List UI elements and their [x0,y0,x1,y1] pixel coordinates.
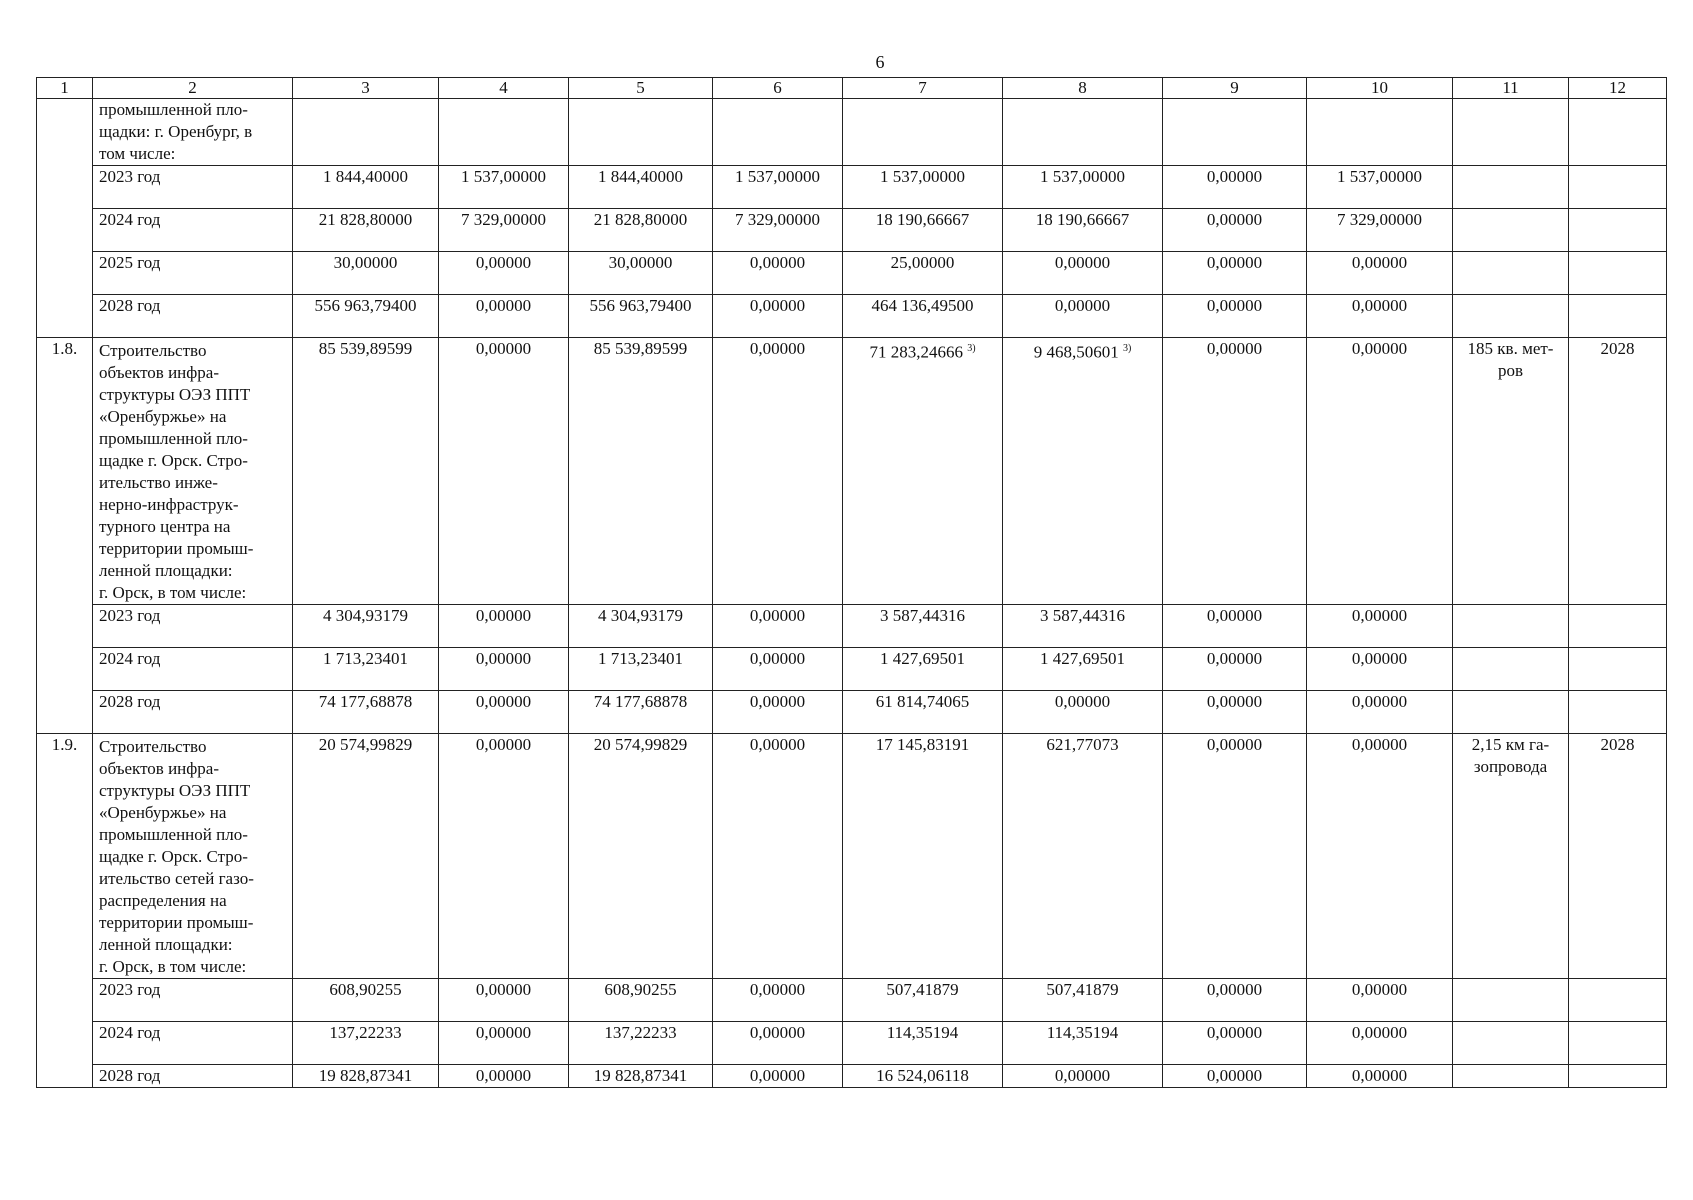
value-cell: 0,00000 [1307,605,1453,648]
value-cell: 464 136,49500 [843,295,1003,338]
value-cell: 0,00000 [439,605,569,648]
value-cell [1163,338,1307,605]
value-cell [713,734,843,979]
header-cell: 7 [843,78,1003,99]
item-number: 1.8. [37,338,93,734]
year-label: 2028 год [93,1065,293,1088]
value-cell: 0,00000 [1003,691,1163,734]
value-cell: 1 537,00000 [843,166,1003,209]
header-cell: 3 [293,78,439,99]
table-body [37,78,1667,1088]
value-text: 0,00000 [1206,339,1263,358]
value-cell [1003,734,1163,979]
year-label: 2023 год [93,166,293,209]
value-cell: 0,00000 [439,979,569,1022]
value-cell: 3 587,44316 [1003,605,1163,648]
value-cell: 137,22233 [293,1022,439,1065]
header-cell: 2 [93,78,293,99]
value-cell: 0,00000 [1003,1065,1163,1088]
value-cell: 4 304,93179 [293,605,439,648]
year-row [37,691,1667,734]
value-cell [569,338,713,605]
value-cell [1163,734,1307,979]
value-cell: 556 963,79400 [569,295,713,338]
empty-cell [713,99,843,166]
value-cell: 0,00000 [439,691,569,734]
value-cell: 1 537,00000 [713,166,843,209]
value-cell: 556 963,79400 [293,295,439,338]
empty-cell [1003,99,1163,166]
empty-cell [1453,166,1569,209]
value-cell: 4 304,93179 [569,605,713,648]
value-cell [843,338,1003,605]
value-cell: 114,35194 [1003,1022,1163,1065]
empty-cell [293,99,439,166]
value-text: 0,00000 [475,339,532,358]
value-cell: 0,00000 [1163,691,1307,734]
year-label: 2024 год [93,648,293,691]
empty-cell [1163,99,1307,166]
page-number: 6 [875,52,885,72]
year-label: 2028 год [93,295,293,338]
value-cell: 19 828,87341 [293,1065,439,1088]
year-label: 2023 год [93,979,293,1022]
value-cell: 0,00000 [439,648,569,691]
value-cell: 1 537,00000 [439,166,569,209]
empty-cell [1453,1065,1569,1088]
value-text: 85 539,89599 [593,339,688,358]
value-cell: 74 177,68878 [569,691,713,734]
value-text: 20 574,99829 [593,735,688,754]
empty-cell [1453,979,1569,1022]
value-cell: 0,00000 [1163,252,1307,295]
result-cell: 2,15 км га- зопровода [1453,734,1569,979]
value-cell: 30,00000 [569,252,713,295]
value-cell: 608,90255 [569,979,713,1022]
value-cell [439,734,569,979]
value-text: 0,00000 [1351,339,1408,358]
value-cell: 19 828,87341 [569,1065,713,1088]
value-cell: 1 427,69501 [1003,648,1163,691]
value-cell: 0,00000 [1003,252,1163,295]
value-cell: 30,00000 [293,252,439,295]
value-text: 0,00000 [749,735,806,754]
value-cell: 0,00000 [713,295,843,338]
header-row [37,78,1667,99]
value-cell: 0,00000 [713,1022,843,1065]
value-cell: 0,00000 [1003,295,1163,338]
value-cell: 0,00000 [1307,1065,1453,1088]
end-year-cell: 2028 [1569,734,1667,979]
value-cell: 3 587,44316 [843,605,1003,648]
year-row [37,209,1667,252]
year-label: 2023 год [93,605,293,648]
year-row [37,605,1667,648]
value-cell: 507,41879 [843,979,1003,1022]
empty-cell [1569,99,1667,166]
value-cell: 0,00000 [1163,1022,1307,1065]
value-cell: 18 190,66667 [843,209,1003,252]
header-cell: 1 [37,78,93,99]
year-row [37,1065,1667,1088]
footnote-marker: 3) [967,343,976,354]
value-cell: 1 713,23401 [293,648,439,691]
empty-cell [1453,605,1569,648]
year-row [37,295,1667,338]
description-cell: Строительство объектов инфра- структуры ОЭЗ ППТ «Оренбуржье» на промышленной пло- щадке г. Орск. Стро- ительство инже- нерно-инфраструк- турного центра на территории промыш- ленной площадки: г. Орск, в том числе: [93,338,293,605]
year-row [37,252,1667,295]
item-number: 1.9. [37,734,93,1088]
value-cell: 1 537,00000 [1307,166,1453,209]
empty-cell [1453,209,1569,252]
value-cell: 1 844,40000 [569,166,713,209]
value-cell: 0,00000 [439,1022,569,1065]
value-text: 71 283,24666 [869,342,963,362]
header-cell: 8 [1003,78,1163,99]
header-cell: 11 [1453,78,1569,99]
empty-cell [1307,99,1453,166]
empty-cell [1569,166,1667,209]
value-text: 20 574,99829 [318,735,413,754]
empty-cell [1569,295,1667,338]
value-cell: 7 329,00000 [439,209,569,252]
header-cell: 6 [713,78,843,99]
item-row [37,734,1667,979]
empty-cell [1453,295,1569,338]
value-cell: 1 713,23401 [569,648,713,691]
result-cell: 185 кв. мет- ров [1453,338,1569,605]
value-cell: 21 828,80000 [293,209,439,252]
description-cell: промышленной пло- щадки: г. Оренбург, в том числе: [93,99,293,166]
value-cell: 0,00000 [439,1065,569,1088]
value-cell: 0,00000 [713,648,843,691]
value-cell: 0,00000 [713,605,843,648]
value-cell [1003,338,1163,605]
value-cell: 74 177,68878 [293,691,439,734]
year-row [37,166,1667,209]
empty-cell [1569,209,1667,252]
year-row [37,648,1667,691]
value-cell: 0,00000 [713,691,843,734]
year-row [37,979,1667,1022]
value-cell: 7 329,00000 [713,209,843,252]
value-cell: 0,00000 [1307,979,1453,1022]
value-cell: 16 524,06118 [843,1065,1003,1088]
value-cell: 0,00000 [1163,605,1307,648]
continuation-row [37,99,1667,166]
year-label: 2025 год [93,252,293,295]
empty-cell [843,99,1003,166]
value-cell: 1 844,40000 [293,166,439,209]
empty-cell [1569,691,1667,734]
value-cell: 0,00000 [1163,295,1307,338]
value-cell: 18 190,66667 [1003,209,1163,252]
empty-cell [1453,648,1569,691]
empty-cell [1453,691,1569,734]
value-cell: 0,00000 [1163,166,1307,209]
value-cell: 137,22233 [569,1022,713,1065]
footnote-marker: 3) [1122,343,1132,354]
empty-cell [1453,99,1569,166]
header-cell: 5 [569,78,713,99]
empty-cell [1453,252,1569,295]
value-cell: 1 427,69501 [843,648,1003,691]
value-text: 85 539,89599 [318,339,413,358]
value-cell: 61 814,74065 [843,691,1003,734]
value-cell: 0,00000 [439,252,569,295]
value-cell: 0,00000 [1307,1022,1453,1065]
value-cell: 0,00000 [713,252,843,295]
header-cell: 10 [1307,78,1453,99]
value-cell: 7 329,00000 [1307,209,1453,252]
value-text: 17 145,83191 [875,735,970,754]
value-cell [713,338,843,605]
year-label: 2028 год [93,691,293,734]
value-cell [439,338,569,605]
budget-table [36,77,1667,1088]
value-text: 0,00000 [749,339,806,358]
description-cell: Строительство объектов инфра- структуры ОЭЗ ППТ «Оренбуржье» на промышленной пло- щадке г. Орск. Стро- ительство сетей газо- распределения на территории промыш- ленной площадки: г. Орск, в том числе: [93,734,293,979]
empty-cell [1569,605,1667,648]
value-text: 0,00000 [1206,735,1263,754]
year-row [37,1022,1667,1065]
value-text: 9 468,50601 [1033,342,1119,362]
value-text: 0,00000 [1351,735,1408,754]
value-cell [1307,734,1453,979]
empty-cell [1569,1065,1667,1088]
value-cell: 21 828,80000 [569,209,713,252]
header-cell: 9 [1163,78,1307,99]
item-row [37,338,1667,605]
value-cell: 0,00000 [1163,1065,1307,1088]
value-cell: 0,00000 [1307,648,1453,691]
end-year-cell: 2028 [1569,338,1667,605]
value-cell: 0,00000 [1307,252,1453,295]
empty-cell [1569,979,1667,1022]
value-cell: 0,00000 [1163,209,1307,252]
value-cell: 0,00000 [1163,648,1307,691]
value-cell [1307,338,1453,605]
value-cell: 114,35194 [843,1022,1003,1065]
value-text: 621,77073 [1046,735,1119,754]
empty-cell [1569,648,1667,691]
value-cell: 25,00000 [843,252,1003,295]
value-cell: 1 537,00000 [1003,166,1163,209]
value-cell: 507,41879 [1003,979,1163,1022]
value-text: 0,00000 [475,735,532,754]
header-cell: 12 [1569,78,1667,99]
number-cell [37,99,93,338]
empty-cell [439,99,569,166]
value-cell [843,734,1003,979]
value-cell [293,734,439,979]
empty-cell [1453,1022,1569,1065]
empty-cell [1569,252,1667,295]
value-cell: 0,00000 [439,295,569,338]
empty-cell [1569,1022,1667,1065]
value-cell: 0,00000 [1163,979,1307,1022]
header-cell: 4 [439,78,569,99]
year-label: 2024 год [93,1022,293,1065]
value-cell: 608,90255 [293,979,439,1022]
value-cell: 0,00000 [713,979,843,1022]
empty-cell [569,99,713,166]
value-cell [293,338,439,605]
value-cell: 0,00000 [1307,691,1453,734]
year-label: 2024 год [93,209,293,252]
value-cell: 0,00000 [1307,295,1453,338]
value-cell [569,734,713,979]
value-cell: 0,00000 [713,1065,843,1088]
